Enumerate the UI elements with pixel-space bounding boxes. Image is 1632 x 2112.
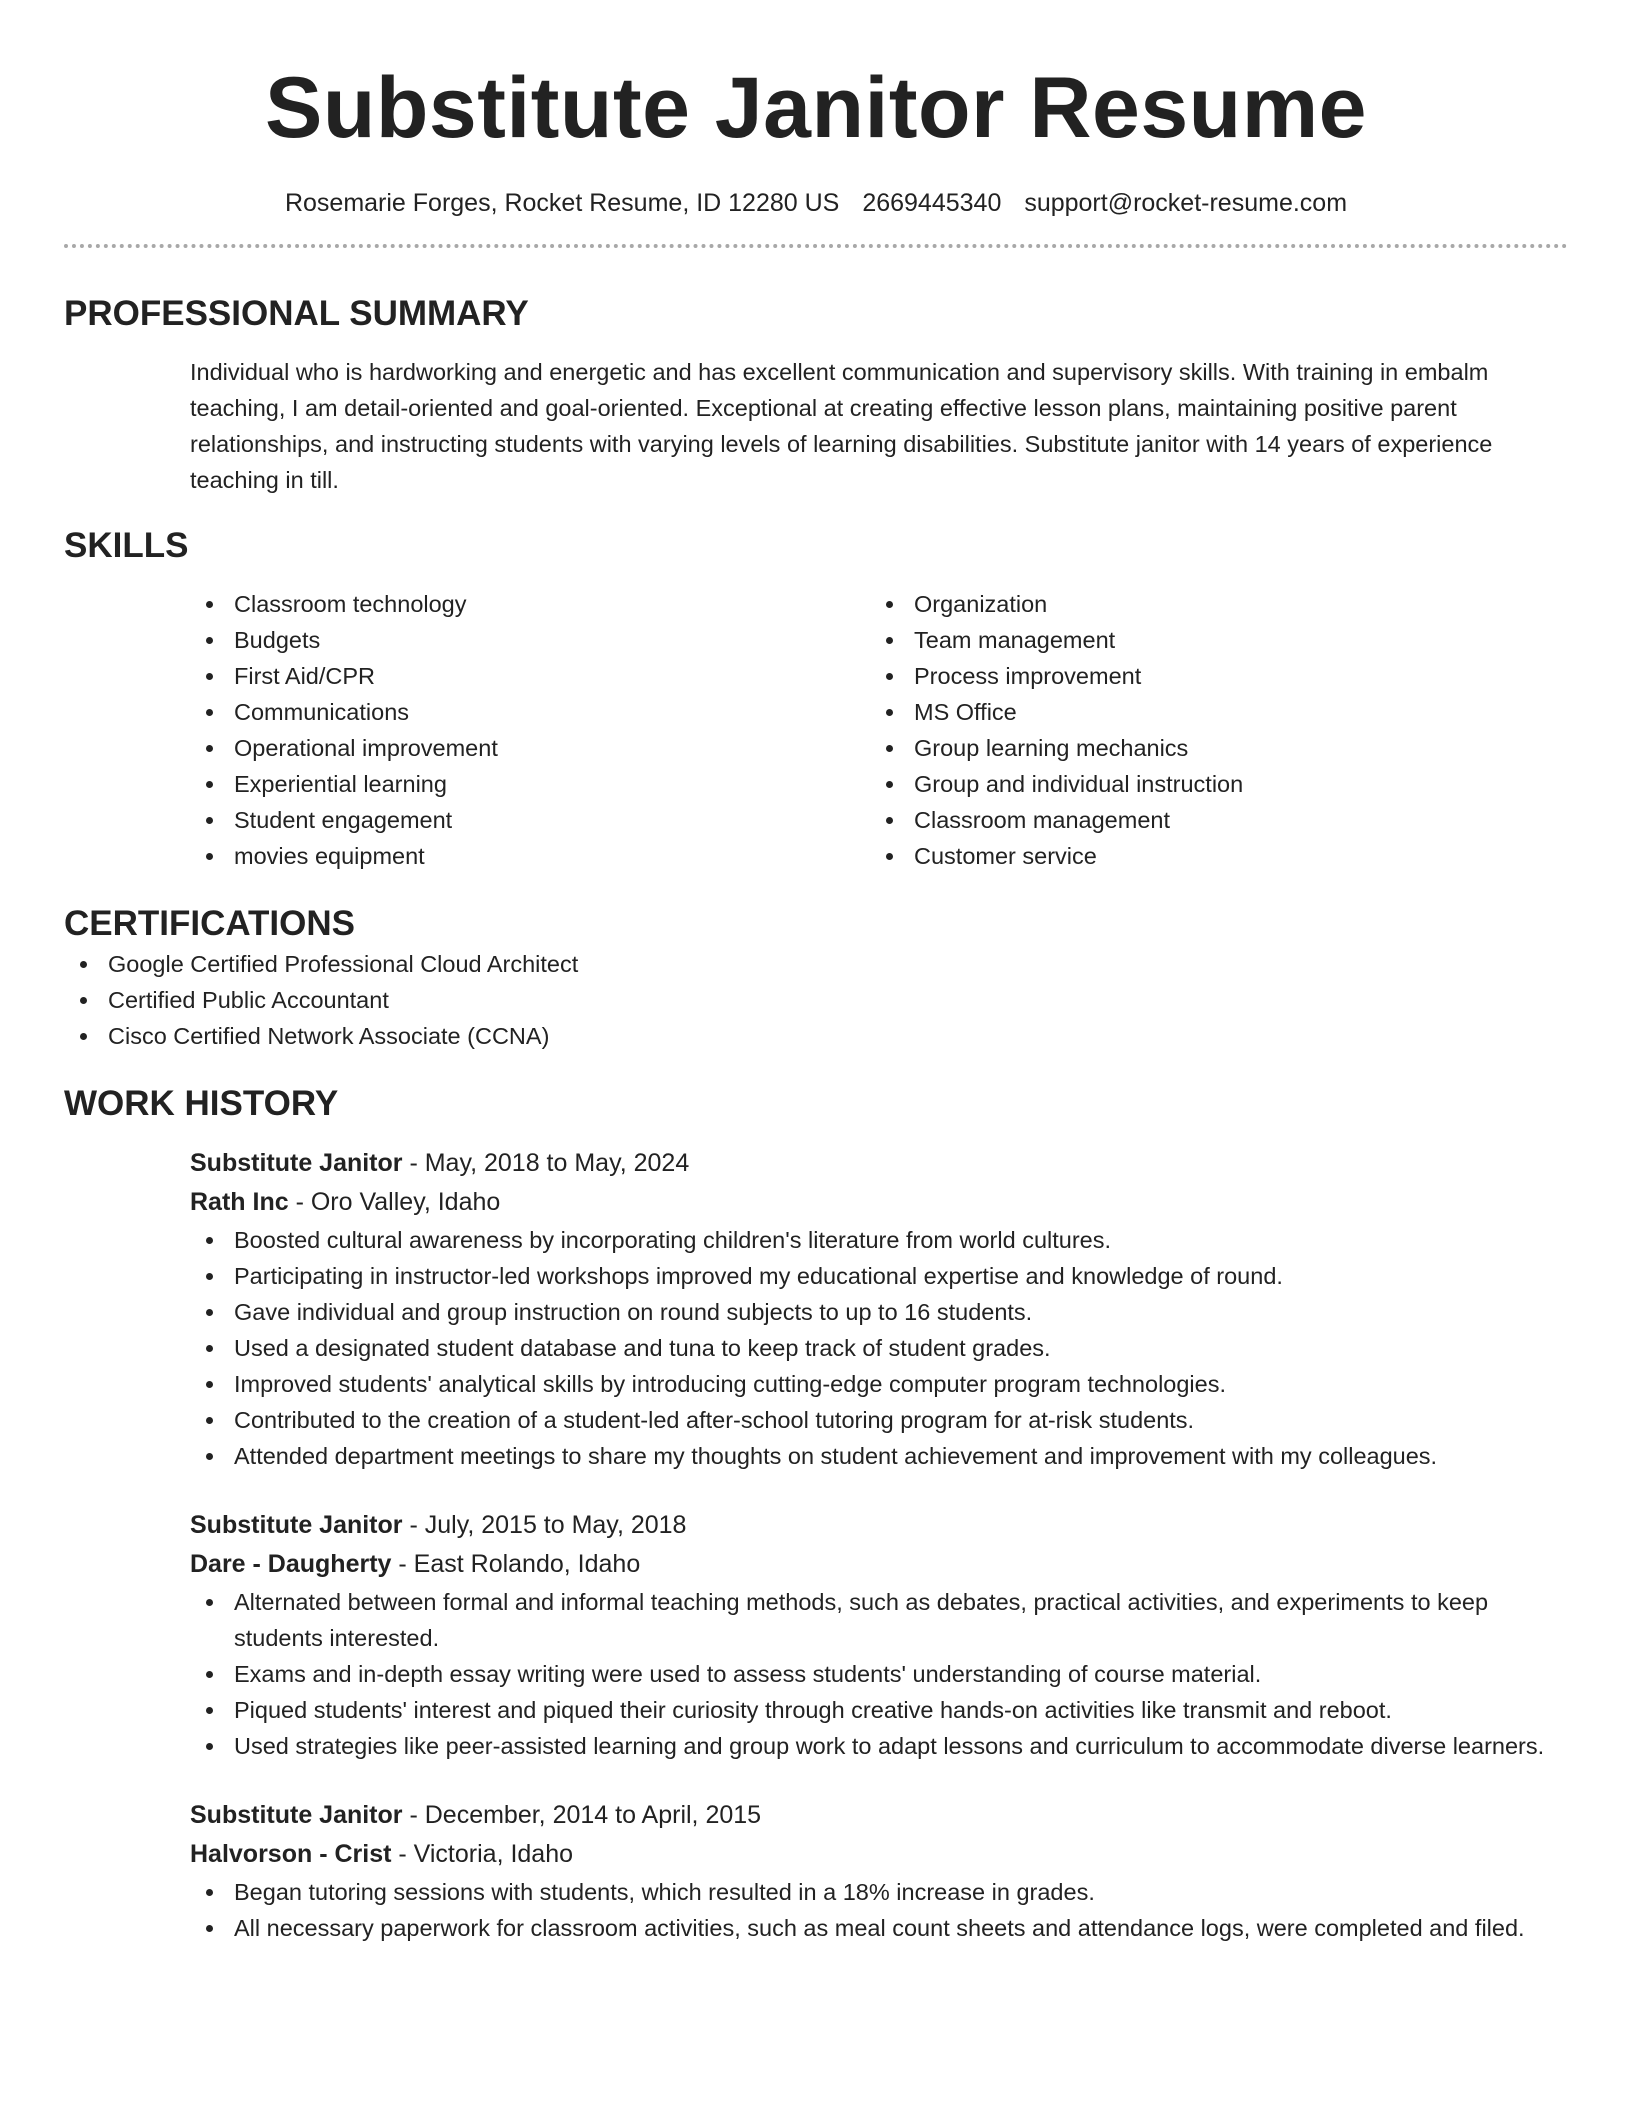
skill-item: MS Office bbox=[870, 694, 1550, 730]
certification-item: Certified Public Accountant bbox=[64, 982, 1568, 1018]
job-duty-item: Used a designated student database and tuna to keep track of student grades. bbox=[190, 1330, 1568, 1366]
skills-heading: SKILLS bbox=[64, 526, 189, 565]
skill-item: Budgets bbox=[190, 622, 870, 658]
contact-email: support@rocket-resume.com bbox=[1024, 189, 1348, 217]
job-company: Halvorson - Crist bbox=[190, 1840, 392, 1868]
resume-title: Substitute Janitor Resume bbox=[264, 60, 1368, 156]
job-title: Substitute Janitor bbox=[190, 1149, 403, 1177]
skills-column-right bbox=[870, 586, 1550, 874]
skills-columns bbox=[190, 586, 1568, 874]
job-title: Substitute Janitor bbox=[190, 1511, 403, 1539]
job-duties-list bbox=[190, 1584, 1568, 1764]
job-location: - Oro Valley, Idaho bbox=[288, 1188, 501, 1216]
skills-list-right bbox=[870, 586, 1550, 874]
skill-item: Team management bbox=[870, 622, 1550, 658]
skills-list-left bbox=[190, 586, 870, 874]
job-entry bbox=[190, 1506, 1568, 1764]
job-title-line bbox=[190, 1796, 1568, 1835]
job-title-line bbox=[190, 1144, 1568, 1183]
contact-line bbox=[64, 186, 1568, 220]
job-company: Dare - Daugherty bbox=[190, 1550, 392, 1578]
contact-phone: 2669445340 bbox=[862, 189, 1002, 217]
job-company-line bbox=[190, 1183, 1568, 1222]
skill-item: Classroom management bbox=[870, 802, 1550, 838]
job-duty-item: Participating in instructor-led workshops improved my educational expertise and knowledge of round. bbox=[190, 1258, 1568, 1294]
job-company: Rath Inc bbox=[190, 1188, 289, 1216]
job-duty-item: Began tutoring sessions with students, which resulted in a 18% increase in grades. bbox=[190, 1874, 1568, 1910]
skill-item: Group and individual instruction bbox=[870, 766, 1550, 802]
summary-text: Individual who is hardworking and energetic and has excellent communication and supervisory skills. With training in embalm teaching, I am detail-oriented and goal-oriented. Exceptional at creating effective lesson plans, maintaining positive parent relationships, and instructing students with varying levels of learning disabilities. Substitute janitor with 14 years of experience teaching in till. bbox=[190, 359, 1493, 493]
skills-column-left bbox=[190, 586, 870, 874]
skill-item: First Aid/CPR bbox=[190, 658, 870, 694]
job-dates: - July, 2015 to May, 2018 bbox=[402, 1511, 687, 1539]
job-duty-item: Alternated between formal and informal teaching methods, such as debates, practical activities, and experiments to keep students interested. bbox=[190, 1584, 1568, 1656]
header-divider bbox=[64, 244, 1568, 248]
job-duty-item: Piqued students' interest and piqued their curiosity through creative hands-on activities like transmit and reboot. bbox=[190, 1692, 1568, 1728]
job-duty-item: Gave individual and group instruction on round subjects to up to 16 students. bbox=[190, 1294, 1568, 1330]
job-company-line bbox=[190, 1545, 1568, 1584]
certification-item: Google Certified Professional Cloud Architect bbox=[64, 946, 1568, 982]
job-entry bbox=[190, 1796, 1568, 1946]
certification-item: Cisco Certified Network Associate (CCNA) bbox=[64, 1018, 1568, 1054]
summary-heading: PROFESSIONAL SUMMARY bbox=[64, 294, 529, 333]
job-title: Substitute Janitor bbox=[190, 1801, 403, 1829]
skill-item: Operational improvement bbox=[190, 730, 870, 766]
skill-item: Group learning mechanics bbox=[870, 730, 1550, 766]
job-location: - Victoria, Idaho bbox=[391, 1840, 574, 1868]
job-title-line bbox=[190, 1506, 1568, 1545]
job-duty-item: Exams and in-depth essay writing were used to assess students' understanding of course material. bbox=[190, 1656, 1568, 1692]
job-duty-item: All necessary paperwork for classroom activities, such as meal count sheets and attendance logs, were completed and filed. bbox=[190, 1910, 1568, 1946]
job-duties-list bbox=[190, 1874, 1568, 1946]
job-dates: - December, 2014 to April, 2015 bbox=[402, 1801, 762, 1829]
job-entry bbox=[190, 1144, 1568, 1474]
skill-item: Process improvement bbox=[870, 658, 1550, 694]
job-company-line bbox=[190, 1835, 1568, 1874]
skill-item: Classroom technology bbox=[190, 586, 870, 622]
job-dates: - May, 2018 to May, 2024 bbox=[402, 1149, 690, 1177]
certifications-heading: CERTIFICATIONS bbox=[64, 904, 356, 943]
job-duty-item: Contributed to the creation of a student-led after-school tutoring program for at-risk students. bbox=[190, 1402, 1568, 1438]
job-location: - East Rolando, Idaho bbox=[391, 1550, 641, 1578]
job-duty-item: Improved students' analytical skills by introducing cutting-edge computer program technologies. bbox=[190, 1366, 1568, 1402]
skill-item: Organization bbox=[870, 586, 1550, 622]
job-duty-item: Attended department meetings to share my thoughts on student achievement and improvement with my colleagues. bbox=[190, 1438, 1568, 1474]
job-duties-list bbox=[190, 1222, 1568, 1474]
skill-item: movies equipment bbox=[190, 838, 870, 874]
skill-item: Customer service bbox=[870, 838, 1550, 874]
job-duty-item: Boosted cultural awareness by incorporating children's literature from world cultures. bbox=[190, 1222, 1568, 1258]
skill-item: Experiential learning bbox=[190, 766, 870, 802]
job-duty-item: Used strategies like peer-assisted learning and group work to adapt lessons and curriculum to accommodate diverse learners. bbox=[190, 1728, 1568, 1764]
work-history-heading: WORK HISTORY bbox=[64, 1084, 339, 1123]
skill-item: Student engagement bbox=[190, 802, 870, 838]
certifications-list bbox=[64, 946, 1568, 1054]
skill-item: Communications bbox=[190, 694, 870, 730]
contact-address: Rosemarie Forges, Rocket Resume, ID 12280 US bbox=[284, 189, 840, 217]
